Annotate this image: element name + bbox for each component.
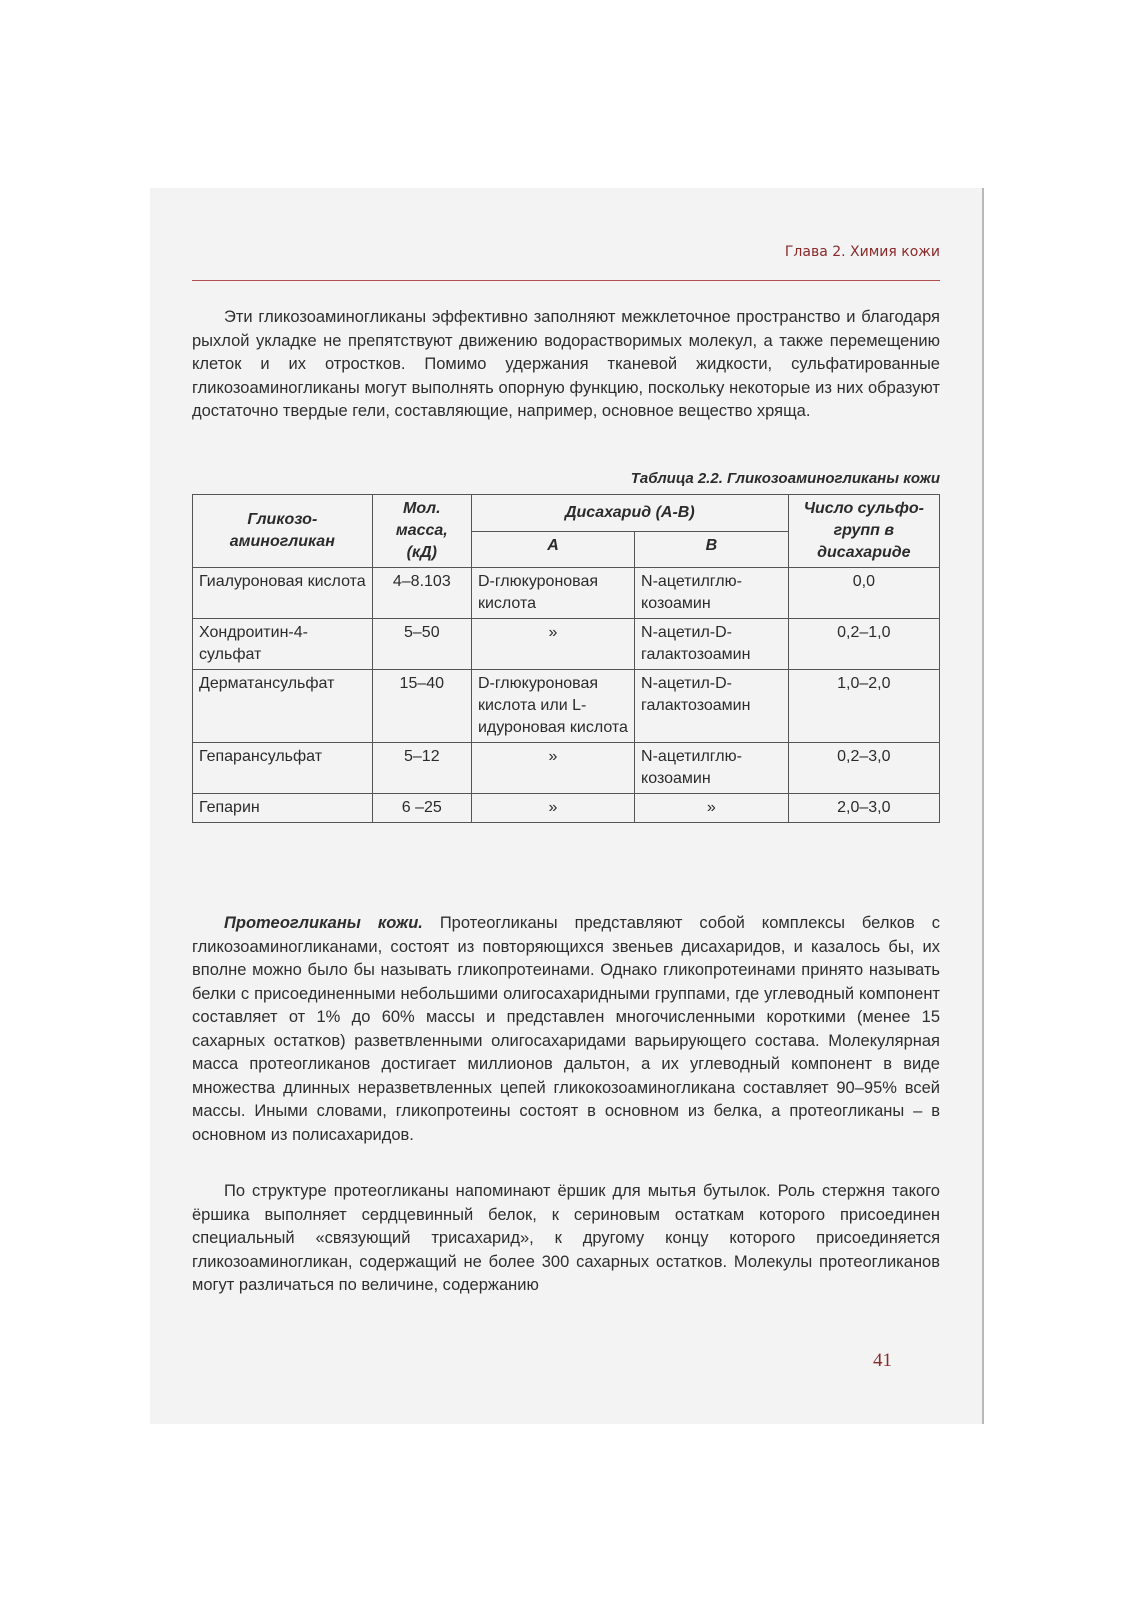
table-caption: Таблица 2.2. Гликозоаминогликаны кожи (630, 470, 940, 487)
page-number: 41 (873, 1350, 892, 1371)
cell-mass: 15–40 (372, 670, 471, 743)
cell-sulfo: 2,0–3,0 (788, 794, 939, 823)
cell-a: » (471, 743, 634, 794)
cell-name: Хондроитин-4-сульфат (193, 619, 373, 670)
cell-a: » (471, 794, 634, 823)
subheader-a: А (471, 531, 634, 568)
paragraph-3: По структуре протеогликаны напоминают ёршик для мытья бутылок. Роль стержня такого ёршика выполняет сердцевинный белок, к сериновым остаткам которого присоединен специальный «связующий трисахарид», к другому концу которого присоединяется гликозоаминогликан, содержащий не более 300 сахарных остатков. Молекулы протеогликанов могут различаться по величине, содержанию (192, 1182, 940, 1294)
cell-mass: 4–8.103 (372, 568, 471, 619)
table-row (193, 568, 940, 619)
paragraph-2 (192, 912, 940, 1147)
cell-b: N-ацетил-D-галактозоамин (635, 619, 789, 670)
table-header-row (193, 495, 940, 532)
cell-b: N-ацетил-D-галактозоамин (635, 670, 789, 743)
table-row (193, 794, 940, 823)
cell-b: N-ацетилглю-козоамин (635, 743, 789, 794)
cell-name: Гепарансульфат (193, 743, 373, 794)
subheader-b: В (635, 531, 789, 568)
cell-a: D-глюкуроновая кислота или L-идуроновая кислота (471, 670, 634, 743)
cell-b: » (635, 794, 789, 823)
header-disaccharide: Дисахарид (A-B) (471, 495, 788, 532)
cell-b: N-ацетилглю-козоамин (635, 568, 789, 619)
cell-name: Гепарин (193, 794, 373, 823)
running-header: Глава 2. Химия кожи (784, 244, 940, 260)
header-sulfo: Число сульфо-групп в дисахариде (788, 495, 939, 568)
cell-a: D-глюкуроновая кислота (471, 568, 634, 619)
paragraph-1: Эти гликозоаминогликаны эффективно заполняют межклеточное пространство и благодаря рыхлой укладке не препятствуют движению водорастворимых молекул, а также перемещению клеток и их отростков. Помимо удержания тканевой жидкости, сульфатированные гликозоаминогликаны могут выполнять опорную функцию, поскольку некоторые из них образуют достаточно твердые гели, составляющие, например, основное вещество хряща. (192, 308, 940, 420)
cell-a: » (471, 619, 634, 670)
cell-sulfo: 1,0–2,0 (788, 670, 939, 743)
book-page (150, 188, 984, 1424)
table-row (193, 619, 940, 670)
cell-mass: 5–12 (372, 743, 471, 794)
table-row (193, 670, 940, 743)
paragraph-2-text: Протеогликаны представляют собой комплексы белков с гликозоаминогликанами, состоят из повторяющихся звеньев дисахаридов, и казалось бы, их вполне можно было бы называть гликопротеинами. Однако гликопротеинами принято называть белки с присоединенными небольшими олигосахаридными группами, где углеводный компонент составляет от 1% до 60% массы и представлен многочисленными короткими (менее 15 сахарных остатков) разветвленными олигосахаридами варьирующего состава. Молекулярная масса протеогликанов достигает миллионов дальтон, а их углеводный компонент в виде множества длинных неразветвленных цепей гликокозоаминогликана составляет 90–95% всей массы. Иными словами, гликопротеины состоят в основном из белка, а протеогликаны – в основном из полисахаридов. (192, 914, 940, 1144)
table-row (193, 743, 940, 794)
cell-sulfo: 0,0 (788, 568, 939, 619)
header-mass: Мол. масса, (кД) (372, 495, 471, 568)
gag-table (192, 494, 940, 823)
header-rule (192, 280, 940, 281)
cell-name: Гиалуроновая кислота (193, 568, 373, 619)
cell-mass: 6 –25 (372, 794, 471, 823)
cell-sulfo: 0,2–1,0 (788, 619, 939, 670)
cell-name: Дерматансульфат (193, 670, 373, 743)
cell-mass: 5–50 (372, 619, 471, 670)
cell-sulfo: 0,2–3,0 (788, 743, 939, 794)
header-name: Гликозо-аминогликан (193, 495, 373, 568)
paragraph-2-run-in: Протеогликаны кожи. (224, 914, 423, 932)
